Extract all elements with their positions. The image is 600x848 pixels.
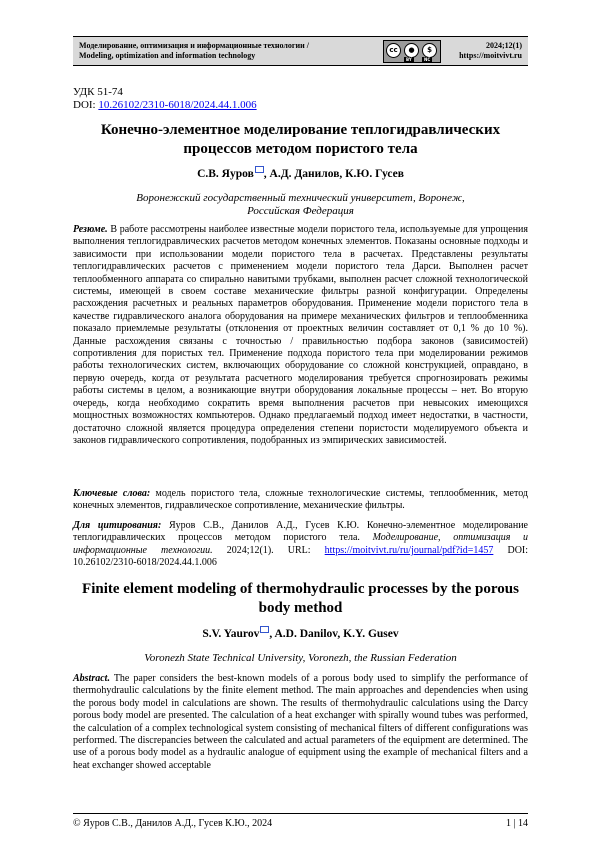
citation-url[interactable]: https://moitvivt.ru/ru/journal/pdf?id=1457 [324, 544, 494, 556]
doi-line [73, 99, 257, 112]
affiliation-en: Voronezh State Technical University, Voronezh, the Russian Federation [144, 652, 457, 664]
envelope-icon[interactable] [260, 626, 269, 633]
issue-info [459, 41, 522, 61]
citation-issue: 2024;12(1). URL: [226, 544, 311, 556]
footer-divider [73, 813, 528, 814]
nc-icon: $ [422, 43, 437, 58]
citation-text: Яуров С.В., Данилов А.Д., Гусев К.Ю. Конечно-элементное моделирование теплогидравлических процессов методом пористого тела. [73, 520, 528, 544]
citation-label: Для цитирования: [73, 520, 162, 531]
keywords-ru-label: Ключевые слова: [73, 488, 151, 499]
cc-icon: cc [386, 43, 401, 58]
license-nc-label: NC [424, 57, 431, 62]
doi-label: DOI: [73, 99, 96, 111]
citation-journal: Моделирование, оптимизация и информационные технологии. [73, 532, 529, 556]
abstract-en [73, 673, 528, 772]
abstract-en-text: The paper considers the best-known models of a porous body used to simplify the performance of thermohydraulic calculations by the finite element method. The main approaches and dependencies when using the porous body model in calculations are shown. The results of thermohydraulic calculations using the Darcy porous body model are presented. The calculation of a heat exchanger with spirally wound tubes was performed, the calculation of a complex technological system consisting of mechanical filters of different configurations was performed. The discrepancies between the calculated and actual parameters of the equipment are determined. The use of a porous body model as a hydraulic analogue of equipment using the example of mechanical filters and a heat exchanger showed acceptable [73, 673, 528, 771]
corresponding-author: С.В. Яуров [197, 168, 254, 180]
authors-ru [73, 168, 528, 180]
citation-ru [73, 520, 528, 570]
corresponding-author-en: S.V. Yaurov [202, 628, 260, 640]
abstract-en-label: Abstract. [73, 673, 110, 684]
journal-site[interactable]: https://moitvivt.ru [459, 51, 522, 60]
abstract-ru [73, 224, 528, 447]
affiliation-ru [73, 192, 528, 218]
udk-code: УДК 51-74 [73, 86, 123, 98]
affiliation-ru-line1: Воронежский государственный технический университет, Воронеж, [136, 192, 465, 204]
authors-en [73, 628, 528, 640]
journal-name-en: Modeling, optimization and information technology [79, 51, 256, 60]
journal-name-ru: Моделирование, оптимизация и информационные технологии / [79, 41, 309, 50]
journal-header [73, 36, 528, 66]
co-authors: , А.Д. Данилов, К.Ю. Гусев [263, 168, 404, 180]
citation-doi: DOI: 10.26102/2310-6018/2024.44.1.006 [73, 544, 529, 569]
article-title-ru: Конечно-элементное моделирование теплогидравлических процессов методом пористого тела [100, 122, 501, 157]
keywords-ru [73, 488, 528, 513]
by-person-icon: ● [404, 43, 419, 58]
affiliation-ru-line2: Российская Федерация [247, 205, 354, 217]
abstract-ru-text: В работе рассмотрены наиболее известные модели пористого тела, используемые для упрощения выполнения теплогидравлических расчетов методом конечных элементов. Показаны основные подходы и зависимости при использовании модели пористого тела в расчетах. Представлены результаты теплогидравлических расчетов с применением модели пористого тела Дарси. Выполнен расчет теплообменного аппарата со спирально навитыми трубками, выполнен расчет сложной технологической системы, имеющей в своем составе механические фильтры разной конфигурации. Определены расхождения расчетных и реальных параметров оборудования. Применение модели пористого тела в качестве гидравлического аналога оборудования на примере механических фильтров и теплообменника показало приемлемые результаты (отклонения от проектных величин составляет от 0,1 % до 10 %). Данные расхождения связаны с точностью / правильностью подбора законов (зависимостей) сопротивления для пористых тел. Применение подхода пористого тела при моделировании режимов работы технологических систем, включающих оборудование со сложной конструкцией, оправдано, в первую очередь, когда от результата расчетного моделирования требуется спрогнозировать режимы работы системы в целом, а возникающие внутри оборудования локальные процессы – нет. Во вторую очередь, когда необходимо сократить время выполнения расчетов при невысоких имеющихся мощностных возможностях компьютеров. Однако предлагаемый подход имеет недостатки, в частности, достаточно сложной является процедура определения степени пористости моделируемого объекта и законов гидравлического сопротивления, подобранных из эмпирических зависимостей. [73, 224, 528, 446]
article-title-en: Finite element modeling of thermohydraulic processes by the porous body method [82, 581, 519, 616]
journal-name [79, 41, 379, 61]
footer-copyright: © Яуров С.В., Данилов А.Д., Гусев К.Ю., 2024 [73, 818, 273, 829]
issue-number: 2024;12(1) [486, 41, 522, 50]
cc-license-badge[interactable] [383, 40, 441, 63]
keywords-ru-text: модель пористого тела, сложные технологические системы, теплообменник, метод конечных элементов, гидравлическое сопротивление, механические фильтры. [73, 488, 528, 512]
abstract-ru-label: Резюме. [73, 224, 108, 235]
license-by-label: BY [406, 57, 412, 62]
page-number: 1 | 14 [505, 818, 528, 829]
envelope-icon[interactable] [255, 166, 264, 173]
co-authors-en: , A.D. Danilov, K.Y. Gusev [269, 628, 399, 640]
doi-link[interactable]: 10.26102/2310-6018/2024.44.1.006 [98, 99, 257, 111]
